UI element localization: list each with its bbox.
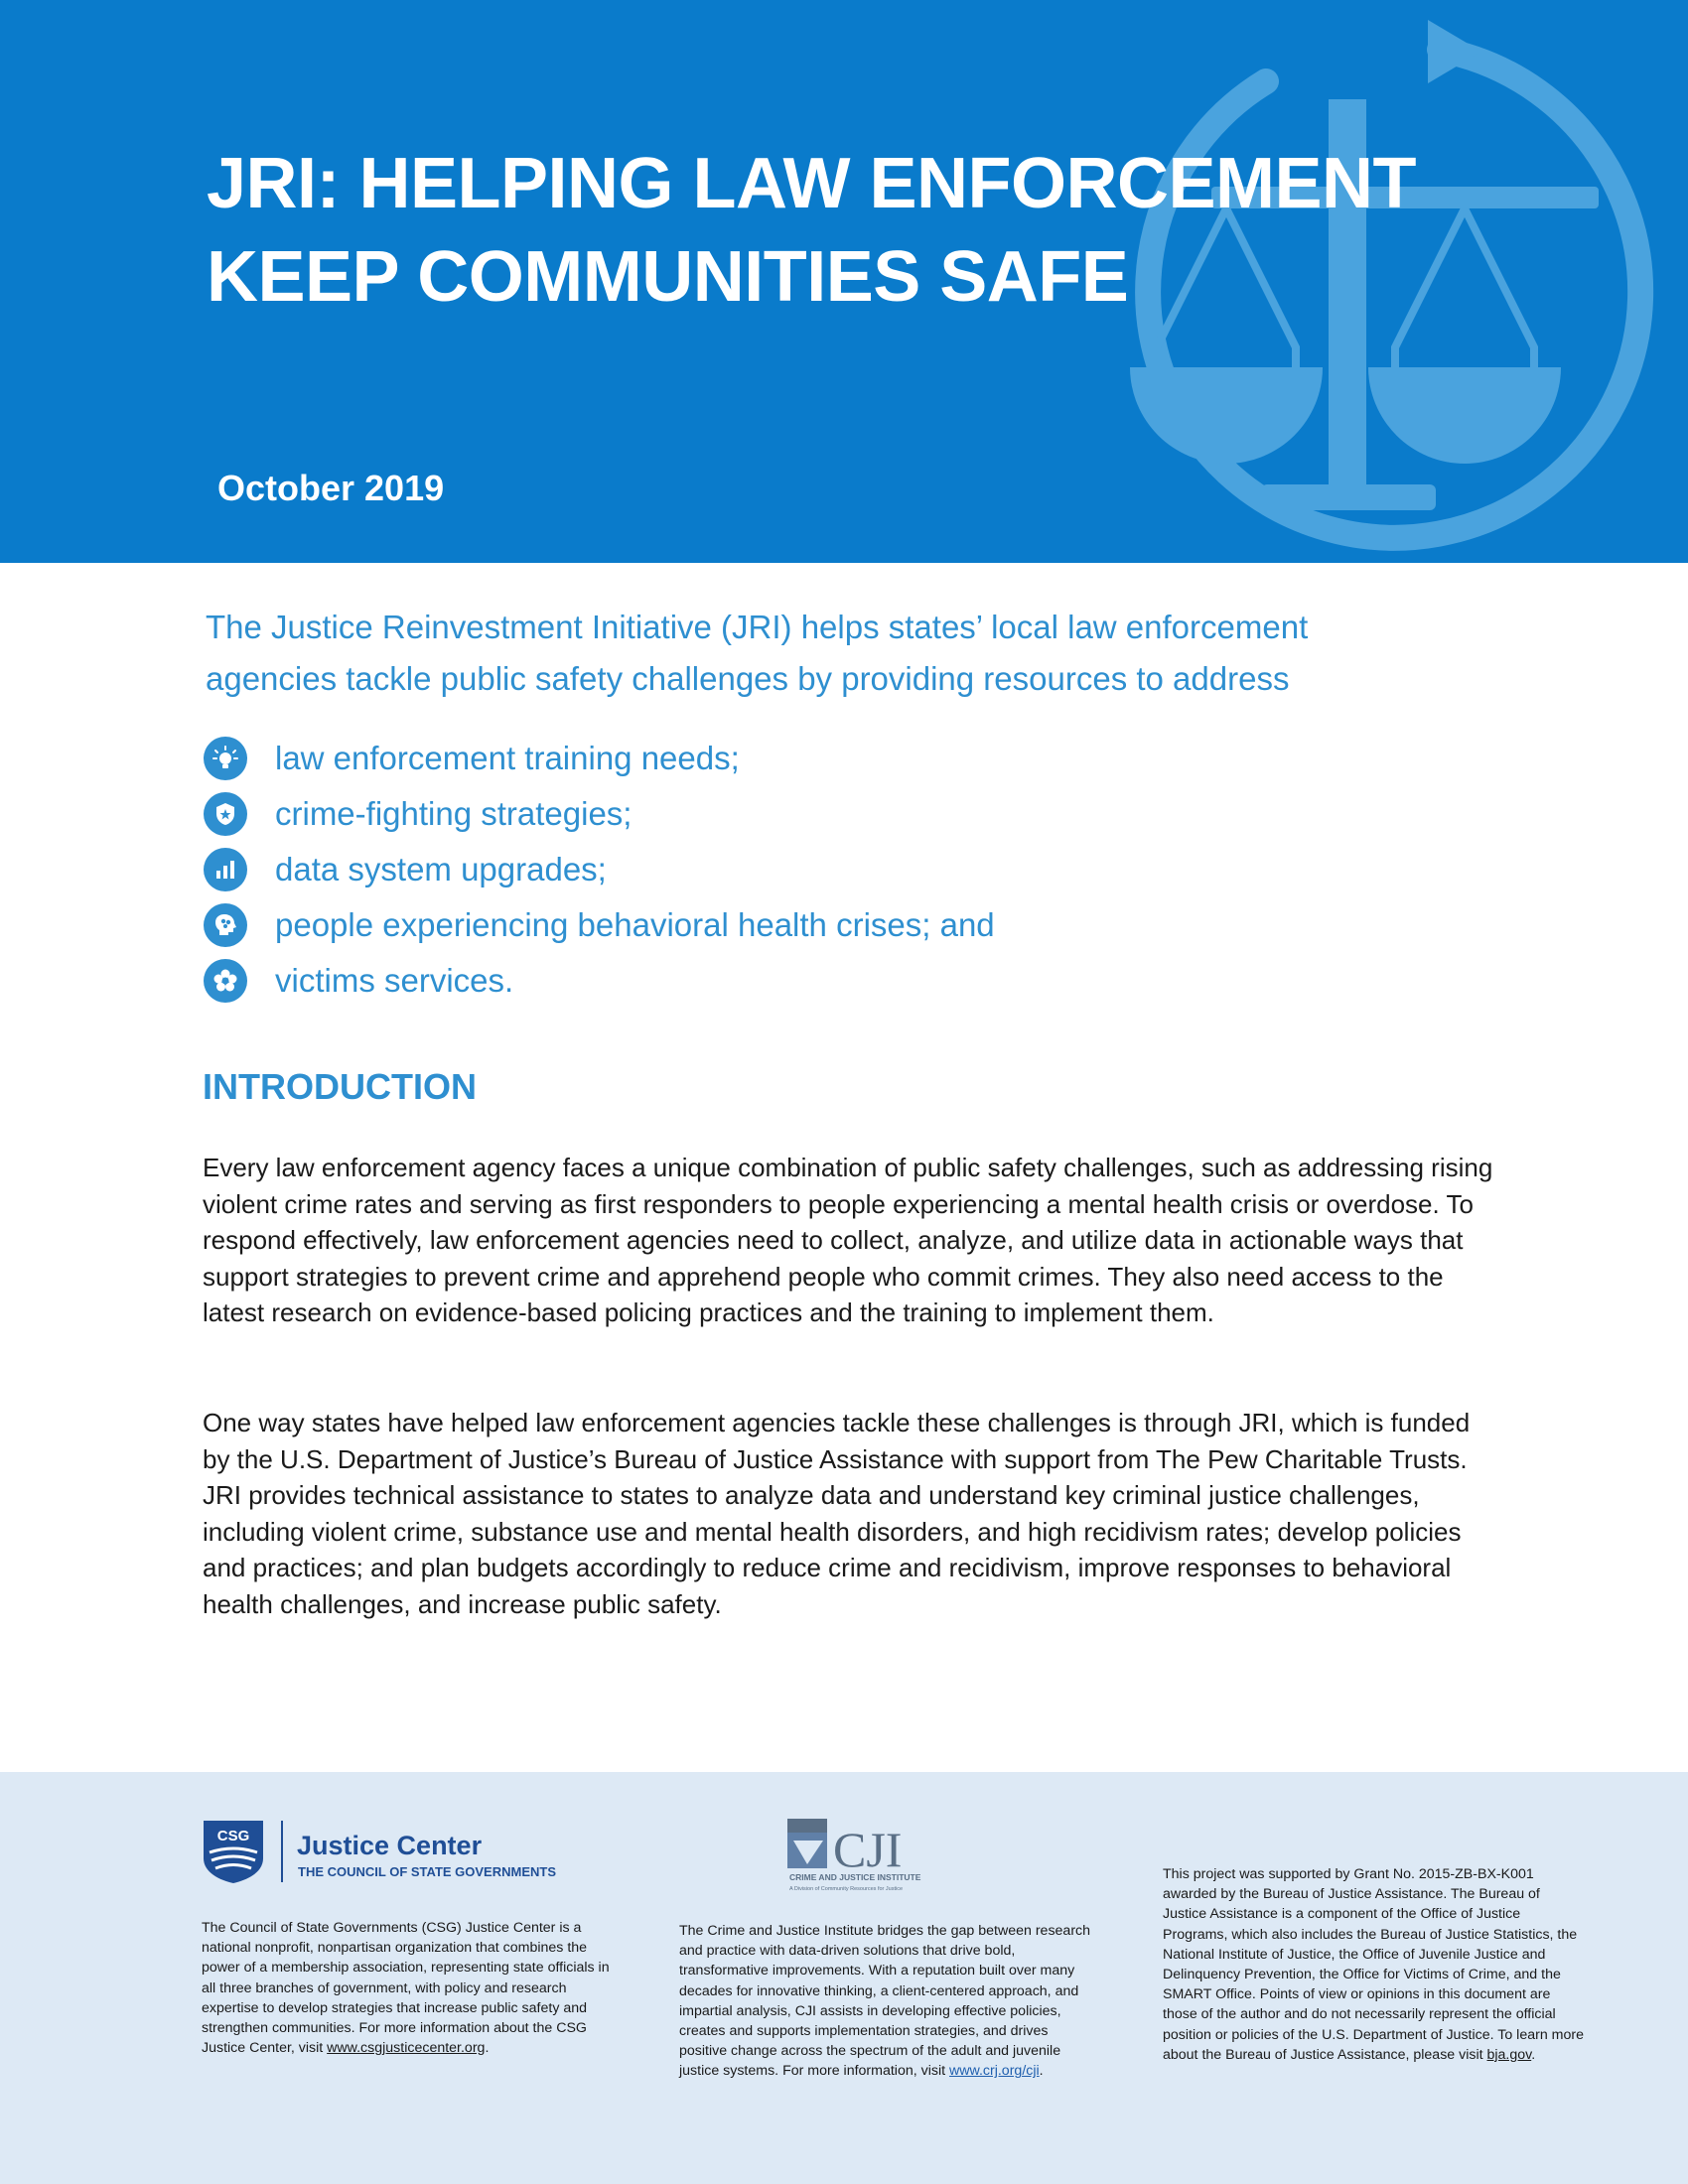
- bar-chart-icon: [204, 848, 247, 891]
- csg-justice-center-logo: [202, 1819, 619, 1884]
- list-item-text: victims services.: [275, 962, 514, 999]
- intro-lead-line-2: agencies tackle public safety challenges by providing resources to address: [206, 660, 1290, 697]
- section-heading: INTRODUCTION: [203, 1066, 477, 1107]
- cji-logo-name: CRIME AND JUSTICE INSTITUTE: [789, 1872, 921, 1882]
- csg-logo-abbr: CSG: [216, 1828, 250, 1844]
- intro-lead-line-1: The Justice Reinvestment Initiative (JRI) helps states’ local law enforcement: [206, 609, 1309, 645]
- body-paragraph-1: Every law enforcement agency faces a unique combination of public safety challenges, such as addressing rising violent crime rates and serving as first responders to people experiencing a mental health crisis or overdose. To respond effectively, law enforcement agencies need to collect, analyze, and utilize data in actionable ways that support strategies to prevent crime and apprehend people who commit crimes. They also need access to the latest research on evidence-based policing practices and the training to implement them.: [203, 1153, 1493, 1327]
- list-item-text: crime-fighting strategies;: [275, 795, 633, 832]
- badge-icon: [204, 792, 247, 836]
- cji-logo-tagline: A Division of Community Resources for Justice: [789, 1886, 904, 1892]
- cji-logo: [787, 1817, 956, 1896]
- cji-description-text: The Crime and Justice Institute bridges the gap between research and practice with data-driven solutions that drive bold, transformative improvements. With a reputation built over many decades for innovative thinking, a client-centered approach, and impartial analysis, CJI assists in developing effective policies, creates and supports implementation strategies, and drives positive change across the spectrum of the adult and juvenile justice systems. For more information, visit: [679, 1923, 1091, 2080]
- csg-description-end: .: [485, 2040, 490, 2057]
- body-paragraph-2: One way states have helped law enforcement agencies tackle these challenges is through JRI, which is funded by the U.S. Department of Justice’s Bureau of Justice Assistance with support from The Pew Charitable Trusts. JRI provides technical assistance to states to analyze data and understand key criminal justice challenges, including violent crime, substance use and mental health disorders, and high recidivism rates; develop policies and practices; and plan budgets accordingly to reduce crime and recidivism, improve responses to behavioral health challenges, and increase public safety.: [203, 1408, 1471, 1619]
- cji-description-end: .: [1039, 2063, 1044, 2080]
- page-title: [207, 137, 1497, 324]
- list-item-text: data system upgrades;: [275, 851, 607, 887]
- header-banner: [0, 0, 1688, 563]
- csg-logo-subtitle: THE COUNCIL OF STATE GOVERNMENTS: [298, 1864, 557, 1879]
- list-item: [204, 842, 995, 897]
- list-item-text: people experiencing behavioral health crises; and: [275, 906, 995, 943]
- flower-icon: [204, 959, 247, 1003]
- list-item-text: law enforcement training needs;: [275, 740, 740, 776]
- list-item: [204, 953, 995, 1009]
- grant-disclaimer-text: This project was supported by Grant No. 2015-ZB-BX-K001 awarded by the Bureau of Justice Assistance. The Bureau of Justice Assistance is a component of the Office of Justice Programs, which also includes the Bureau of Justice Statistics, the National Institute of Justice, the Office of Juvenile Justice and Delinquency Prevention, the Office for Victims of Crime, and the SMART Office. Points of view or opinions in this document are those of the author and do not necessarily represent the official position or policies of the U.S. Department of Justice. To learn more about the Bureau of Justice Assistance, please visit: [1163, 1866, 1584, 2063]
- bja-website-link[interactable]: bja.gov: [1486, 2046, 1532, 2063]
- cji-logo-abbr: CJI: [833, 1822, 903, 1877]
- list-item: [204, 786, 995, 842]
- csg-website-link[interactable]: www.csgjusticecenter.org: [327, 2040, 486, 2057]
- csg-description: [202, 1918, 619, 2058]
- cji-description: [679, 1921, 1096, 2082]
- grant-disclaimer: [1163, 1864, 1585, 2065]
- head-brain-icon: [204, 903, 247, 947]
- resource-list: [204, 731, 995, 1009]
- list-item: [204, 897, 995, 953]
- intro-lead: [206, 602, 1457, 705]
- publication-date: October 2019: [217, 468, 445, 508]
- grant-disclaimer-end: .: [1531, 2046, 1536, 2063]
- lightbulb-icon: [204, 737, 247, 780]
- title-line-2: KEEP COMMUNITIES SAFE: [207, 237, 1129, 317]
- csg-description-text: The Council of State Governments (CSG) Justice Center is a national nonprofit, nonpartisan organization that combines the power of a membership association, representing state officials in all three branches of government, with policy and research expertise to develop strategies that increase public safety and strengthen communities. For more information about the CSG Justice Center, visit: [202, 1920, 610, 2057]
- csg-logo-name: Justice Center: [297, 1831, 483, 1860]
- title-line-1: JRI: HELPING LAW ENFORCEMENT: [207, 144, 1417, 223]
- list-item: [204, 731, 995, 786]
- cji-website-link[interactable]: www.crj.org/cji: [949, 2063, 1040, 2080]
